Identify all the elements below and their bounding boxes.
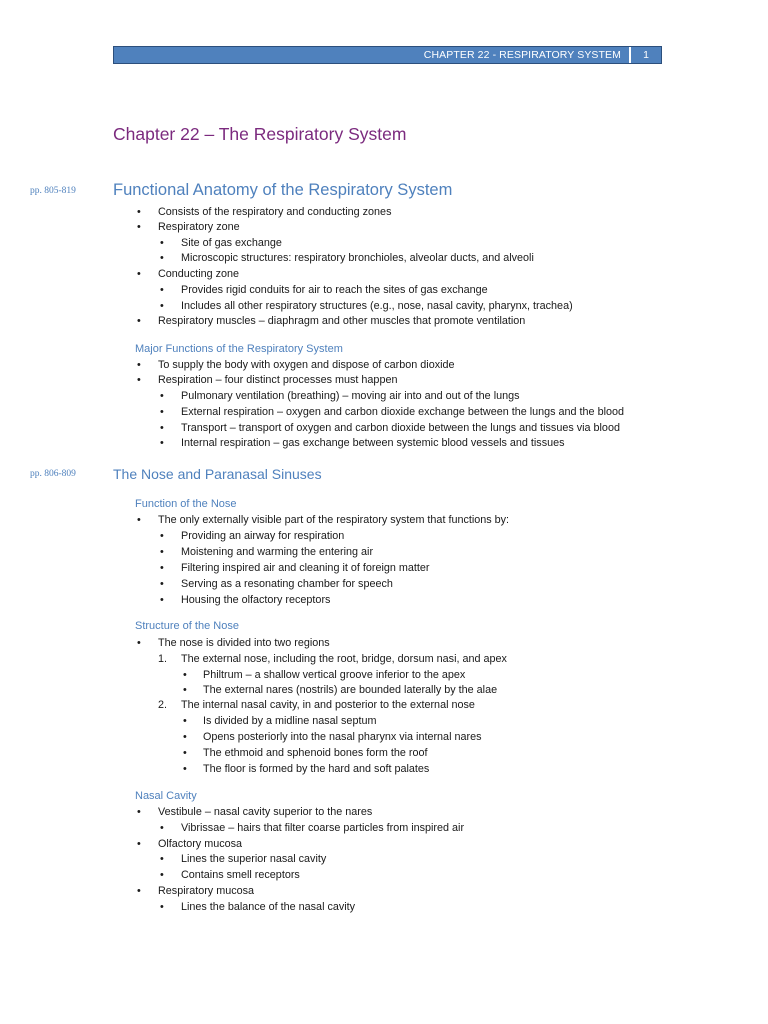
list-marker: • — [160, 422, 164, 434]
list-item: Respiratory mucosa — [158, 885, 255, 897]
list-marker: • — [137, 637, 141, 649]
section-heading: Functional Anatomy of the Respiratory System — [113, 181, 453, 199]
list-marker: • — [183, 669, 187, 681]
list-item: Provides rigid conduits for air to reach the sites of gas exchange — [181, 284, 488, 296]
list-item: The ethmoid and sphenoid bones form the roof — [203, 747, 428, 759]
subsection-heading: Structure of the Nose — [135, 620, 239, 632]
list-item: The nose is divided into two regions — [158, 637, 330, 649]
list-marker: • — [160, 252, 164, 264]
list-marker: • — [137, 885, 141, 897]
list-item: Transport – transport of oxygen and carbon dioxide between the lungs and tissues via blood — [181, 422, 620, 434]
list-item: Respiration – four distinct processes must happen — [158, 374, 398, 386]
list-item: Respiratory muscles – diaphragm and other muscles that promote ventilation — [158, 315, 526, 327]
list-item: Opens posteriorly into the nasal pharynx via internal nares — [203, 731, 482, 743]
list-item: Internal respiration – gas exchange between systemic blood vessels and tissues — [181, 437, 565, 449]
list-marker: • — [160, 406, 164, 418]
list-item: Pulmonary ventilation (breathing) – moving air into and out of the lungs — [181, 390, 520, 402]
list-item: Olfactory mucosa — [158, 838, 243, 850]
list-item: Moistening and warming the entering air — [181, 546, 374, 558]
list-item: The external nose, including the root, bridge, dorsum nasi, and apex — [181, 653, 507, 665]
list-marker: • — [137, 315, 141, 327]
chapter-title: Chapter 22 – The Respiratory System — [113, 124, 407, 144]
list-marker: • — [183, 684, 187, 696]
subsection-heading: Nasal Cavity — [135, 790, 197, 802]
list-item: External respiration – oxygen and carbon dioxide exchange between the lungs and the blood — [181, 406, 624, 418]
list-marker: • — [137, 374, 141, 386]
list-item: Filtering inspired air and cleaning it of foreign matter — [181, 562, 430, 574]
page-reference: pp. 805-819 — [30, 186, 76, 196]
list-marker: • — [160, 530, 164, 542]
list-item: Is divided by a midline nasal septum — [203, 715, 377, 727]
list-item: Vestibule – nasal cavity superior to the nares — [158, 806, 373, 818]
list-marker: • — [137, 838, 141, 850]
list-marker: • — [160, 822, 164, 834]
list-item: Providing an airway for respiration — [181, 530, 345, 542]
list-marker: • — [160, 284, 164, 296]
list-item: The only externally visible part of the respiratory system that functions by: — [158, 514, 510, 526]
list-marker: • — [160, 237, 164, 249]
list-marker: • — [137, 221, 141, 233]
list-marker: 2. — [158, 699, 168, 711]
list-item: The external nares (nostrils) are bounded laterally by the alae — [203, 684, 498, 696]
list-item: Serving as a resonating chamber for speech — [181, 578, 393, 590]
page-number: 1 — [643, 49, 649, 61]
list-marker: • — [183, 747, 187, 759]
list-item: The floor is formed by the hard and soft palates — [203, 763, 430, 775]
list-marker: • — [160, 594, 164, 606]
list-marker: • — [160, 901, 164, 913]
list-marker: • — [137, 359, 141, 371]
list-marker: • — [183, 731, 187, 743]
subsection-heading: Function of the Nose — [135, 498, 237, 510]
list-item: Contains smell receptors — [181, 869, 300, 881]
running-header — [113, 46, 662, 64]
list-item: Includes all other respiratory structures (e.g., nose, nasal cavity, pharynx, trachea) — [181, 300, 573, 312]
list-item: Respiratory zone — [158, 221, 240, 233]
list-marker: • — [137, 806, 141, 818]
list-item: Vibrissae – hairs that filter coarse particles from inspired air — [181, 822, 465, 834]
list-marker: • — [137, 514, 141, 526]
list-marker: 1. — [158, 653, 168, 665]
list-item: Consists of the respiratory and conducting zones — [158, 206, 392, 218]
list-marker: • — [160, 437, 164, 449]
list-marker: • — [160, 546, 164, 558]
list-item: Conducting zone — [158, 268, 240, 280]
page-reference: pp. 806-809 — [30, 469, 76, 479]
list-marker: • — [160, 869, 164, 881]
list-marker: • — [160, 562, 164, 574]
list-item: Microscopic structures: respiratory bronchioles, alveolar ducts, and alveoli — [181, 252, 534, 264]
list-item: Lines the superior nasal cavity — [181, 853, 327, 865]
list-item: Lines the balance of the nasal cavity — [181, 901, 356, 913]
list-marker: • — [183, 715, 187, 727]
section-heading: The Nose and Paranasal Sinuses — [113, 466, 322, 482]
list-item: The internal nasal cavity, in and posterior to the external nose — [181, 699, 475, 711]
list-marker: • — [160, 853, 164, 865]
list-item: Housing the olfactory receptors — [181, 594, 331, 606]
list-item: Site of gas exchange — [181, 237, 282, 249]
list-marker: • — [183, 763, 187, 775]
list-marker: • — [160, 578, 164, 590]
list-item: Philtrum – a shallow vertical groove inferior to the apex — [203, 669, 466, 681]
list-marker: • — [137, 206, 141, 218]
list-marker: • — [160, 300, 164, 312]
list-marker: • — [137, 268, 141, 280]
list-marker: • — [160, 390, 164, 402]
running-header-title: CHAPTER 22 - RESPIRATORY SYSTEM — [424, 47, 631, 63]
subsection-heading: Major Functions of the Respiratory System — [135, 343, 343, 355]
list-item: To supply the body with oxygen and dispose of carbon dioxide — [158, 359, 455, 371]
